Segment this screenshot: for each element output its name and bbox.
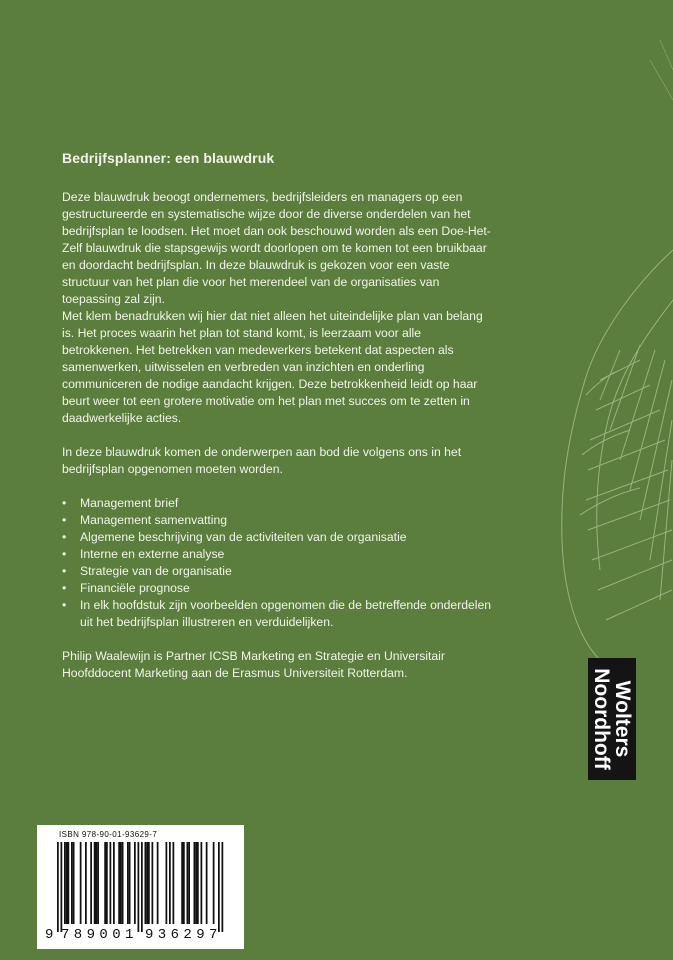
barcode-bar (206, 842, 208, 924)
list-item: • Strategie van de organisatie (62, 563, 492, 580)
topics-paragraph: In deze blauwdruk komen de onderwerpen aan bod die volgens ons in het bedrijfsplan opgenomen moeten worden. (62, 445, 462, 476)
barcode-bar (94, 842, 96, 924)
publisher-logo (588, 658, 636, 780)
barcode-bar (97, 842, 99, 924)
barcode (37, 825, 244, 949)
topics-list (62, 495, 492, 631)
cover-title: Bedrijfsplanner: een blauwdruk (62, 150, 275, 166)
list-item: • Algemene beschrijving van de activiteiten van de organisatie (62, 529, 492, 546)
barcode-bar (195, 842, 197, 924)
barcode-bar (85, 842, 87, 924)
barcode-bar (106, 842, 108, 924)
barcode-bar (222, 842, 224, 932)
publisher-name-line2: Noordhoff (590, 668, 613, 770)
isbn-text: ISBN 978-90-01-93629-7 (59, 830, 158, 839)
barcode-bar (110, 842, 112, 924)
barcode-bar (127, 842, 129, 924)
barcode-bar (118, 842, 120, 924)
process-paragraph: Met klem benadrukken wij hier dat niet alleen het uiteindelijke plan van belang is. Het proces waarin het plan tot stand komt, is leerzaam voor alle betrokkenen. Het betrekken van medewerkers betekent dat aspecten als samenwerken, uitwisselen en verbreden van inzichten en onderling communiceren de nodige aandacht krijgen. Deze betrokkenheid leidt op haar beurt weer tot een grotere motivatie om het plan met succes om te zetten in daadwerkelijke acties. (62, 309, 483, 425)
barcode-bar (120, 842, 122, 924)
barcode-bar (141, 842, 143, 932)
barcode-bar (148, 842, 150, 924)
barcode-bar (90, 842, 92, 924)
barcode-bar (197, 842, 199, 924)
list-item: • Management brief (62, 495, 492, 512)
barcode-bar (71, 842, 73, 924)
barcode-bar (173, 842, 175, 924)
barcode-bar (146, 842, 148, 924)
barcode-bar (80, 842, 82, 924)
publisher-name-line1: Wolters (611, 680, 634, 758)
list-item: • In elk hoofdstuk zijn voorbeelden opgenomen die de betreffende onderdelen uit het bedrijfsplan illustreren en verduidelijken. (62, 597, 492, 631)
barcode-bar (157, 842, 159, 924)
barcode-bar (113, 842, 115, 924)
barcode-bar (64, 842, 66, 924)
barcode-bar (66, 842, 68, 924)
barcode-bar (166, 842, 168, 924)
barcode-bar (104, 842, 106, 924)
barcode-bar (201, 842, 203, 924)
barcode-bar (181, 842, 183, 924)
barcode-bar (96, 842, 98, 924)
ean-digits (37, 927, 244, 943)
barcode-bar (68, 842, 70, 924)
list-item: • Financiële prognose (62, 580, 492, 597)
list-item: • Interne en externe analyse (62, 546, 492, 563)
barcode-bar (152, 842, 154, 924)
barcode-bar (194, 842, 196, 924)
intro-paragraph: Deze blauwdruk beoogt ondernemers, bedrijfsleiders en managers op een gestructureerde en systematische wijze door de diverse onderdelen van het bedrijfsplan te loodsen. Het moet dan ook beschouwd worden als een Doe-Het-Zelf blauwdruk die stapsgewijs wordt doorlopen om te komen tot een bruikbaar en doordacht bedrijfsplan. In deze blauwdruk is gekozen voor een vaste structuur van het plan die voor het merendeel van de organisaties van toepassing zal zijn. (62, 190, 491, 306)
barcode-bar (218, 842, 220, 932)
barcode-bar (145, 842, 147, 924)
barcode-bar (73, 842, 75, 924)
barcode-bar (134, 842, 136, 924)
barcode-bar (122, 842, 124, 924)
list-item: • Management samenvatting (62, 512, 492, 529)
barcode-bar (138, 842, 140, 932)
ean-first-digit: 9 (45, 927, 54, 943)
barcode-bar (129, 842, 131, 924)
barcode-bar (61, 842, 63, 932)
barcode-bar (213, 842, 215, 924)
barcode-bar (187, 842, 189, 924)
barcode-bar (57, 842, 59, 932)
author-bio: Philip Waalewijn is Partner ICSB Marketing en Strategie en Universitair Hoofddocent Marketing aan de Erasmus Universiteit Rotterdam. (62, 649, 445, 680)
barcode-bar (188, 842, 190, 924)
barcode-bar (169, 842, 171, 924)
back-cover-text (62, 150, 492, 682)
barcode-bar (183, 842, 185, 924)
ean-right-group: 936297 (145, 927, 222, 943)
ean-left-group: 789001 (61, 927, 138, 943)
